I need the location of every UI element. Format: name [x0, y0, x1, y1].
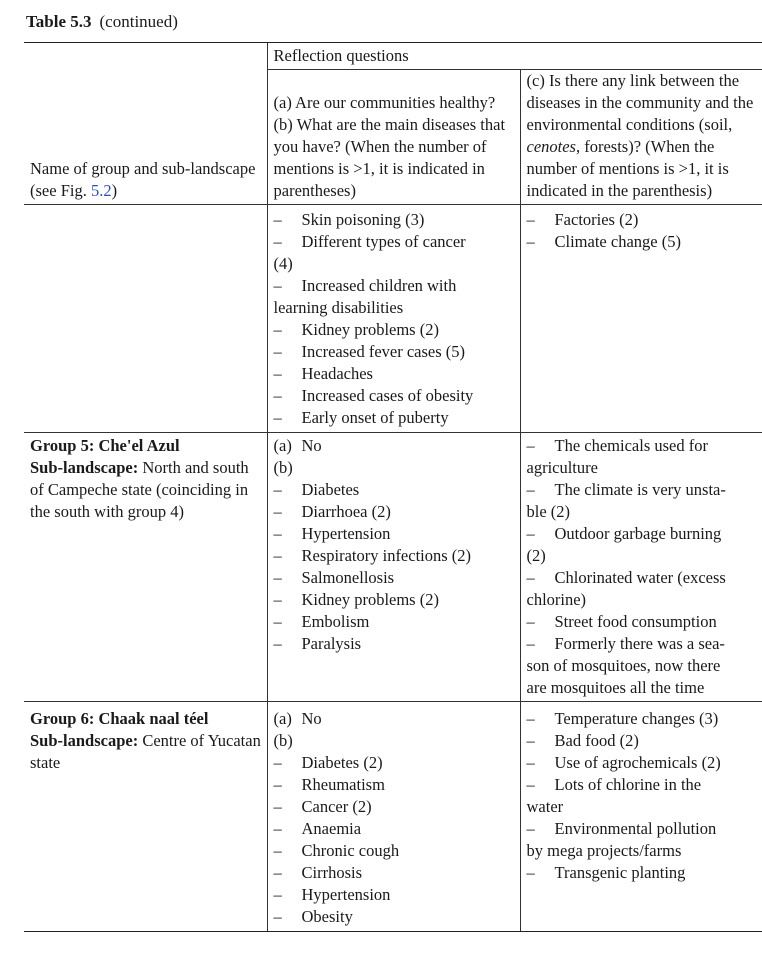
table-row-group5 [24, 433, 762, 702]
list-item-text: Kidney problems (2) [301, 590, 439, 609]
list-item [274, 209, 516, 231]
header-name-cell [24, 43, 267, 205]
list-item-text: son of mosquitoes, now there [526, 656, 721, 675]
group-cell [24, 702, 267, 932]
header-question-c [520, 70, 762, 205]
list-item-marker: – [273, 612, 282, 631]
group-label: Group 5 [30, 436, 89, 455]
list-item-text: Lots of chlorine in the [554, 775, 702, 794]
list-item-text: Early onset of puberty [301, 408, 449, 427]
list-item-marker: (a) [273, 709, 292, 728]
list-item-text: Cancer (2) [301, 797, 372, 816]
list-item-marker: – [273, 634, 282, 653]
group-label: Group 6: Chaak naal téel [30, 709, 209, 728]
list-item-marker: – [273, 232, 282, 251]
header-name-text: Name of group and sub-landscape (see Fig. [30, 159, 256, 200]
list-item [274, 884, 516, 906]
list-item-text: agriculture [526, 458, 598, 477]
header-question-c-pre: (c) Is there any link between the diseases in the community and the environmental conditions (soil, [526, 71, 754, 134]
list-item-text: Respiratory infections (2) [301, 546, 472, 565]
list-item-text: Headaches [301, 364, 373, 383]
list-item [274, 796, 516, 818]
list-item-text [302, 457, 516, 479]
list-item [527, 435, 759, 457]
list-item-text: Kidney problems (2) [301, 320, 439, 339]
list-item [527, 545, 759, 567]
figure-reference-link[interactable]: 5.2 [90, 181, 112, 200]
list-item-text: chlorine) [526, 590, 587, 609]
list-item-text: The climate is very unsta- [554, 480, 726, 499]
list-item-text: Chronic cough [301, 841, 400, 860]
list-item [274, 545, 516, 567]
list-item-text: Street food consumption [554, 612, 717, 631]
list-item-text: Environmental pollution [554, 819, 717, 838]
list-item [274, 589, 516, 611]
list-item-marker: (a) [273, 436, 292, 455]
list-item-marker: – [526, 634, 535, 653]
list-item-marker: – [526, 775, 535, 794]
list-item-marker: – [526, 210, 535, 229]
environment-links-cell [520, 702, 762, 932]
list-item [527, 523, 759, 545]
table-caption [26, 11, 178, 33]
list-item-text: ble (2) [526, 502, 571, 521]
list-item [274, 708, 516, 730]
diseases-cell [267, 205, 520, 433]
diseases-cell [267, 433, 520, 702]
list-item-text: No [301, 709, 322, 728]
list-item [274, 752, 516, 774]
header-question-c-post: , forests)? (When the number of mentions is >1, it is indicated in the parenthesis) [526, 137, 729, 200]
list-item-text: Paralysis [301, 634, 362, 653]
list-item [274, 730, 516, 752]
list-item [527, 655, 759, 677]
diseases-cell [267, 702, 520, 932]
list-item-text: water [526, 797, 564, 816]
list-item [274, 818, 516, 840]
list-item [527, 589, 759, 611]
list-item-marker: – [273, 364, 282, 383]
list-item-text: Rheumatism [301, 775, 385, 794]
list-item [274, 567, 516, 589]
header-name-close: ) [111, 181, 118, 200]
list-item-marker: – [273, 863, 282, 882]
list-item [274, 611, 516, 633]
list-item-marker: – [526, 436, 535, 455]
list-item [274, 407, 516, 429]
list-item [527, 567, 759, 589]
list-item-text: Increased children with [301, 276, 457, 295]
list-item-marker: – [526, 731, 535, 750]
list-item [274, 774, 516, 796]
header-reflection-questions: Reflection questions [267, 43, 762, 70]
list-item-text: Diarrhoea (2) [301, 502, 391, 521]
list-item [274, 363, 516, 385]
list-item-text: Obesity [301, 907, 353, 926]
list-item [527, 730, 759, 752]
list-item [527, 862, 759, 884]
sub-landscape-label: Sub-landscape: [30, 458, 139, 477]
list-item-marker: – [526, 480, 535, 499]
sub-landscape-text: Centre of Yucatan state [30, 731, 261, 772]
group-cell-empty [24, 205, 267, 433]
list-item-text: Increased cases of obesity [301, 386, 474, 405]
list-item [274, 633, 516, 655]
list-item [274, 840, 516, 862]
list-item-marker: – [526, 709, 535, 728]
list-item-text: Temperature changes (3) [554, 709, 719, 728]
table-row-group6 [24, 702, 762, 932]
list-item [274, 319, 516, 341]
list-item-marker: – [526, 819, 535, 838]
list-item-text: Salmonellosis [301, 568, 395, 587]
list-item-text: Embolism [301, 612, 370, 631]
list-item [274, 457, 516, 479]
list-item-text: by mega projects/farms [526, 841, 682, 860]
table-caption-label: Table 5.3 [26, 12, 92, 31]
list-item [527, 818, 759, 840]
list-item-text: No [301, 436, 322, 455]
list-item [527, 231, 759, 253]
list-item-marker: (b) [273, 458, 293, 477]
list-item [527, 752, 759, 774]
list-item-text: (4) [273, 254, 293, 273]
sub-landscape-label: Sub-landscape: [30, 731, 139, 750]
list-item-marker: – [526, 612, 535, 631]
list-item-text: Skin poisoning (3) [301, 210, 425, 229]
list-item-marker: – [273, 276, 282, 295]
list-item [274, 231, 516, 253]
group-cell [24, 433, 267, 702]
list-item-marker: (b) [273, 731, 293, 750]
list-item [527, 774, 759, 796]
list-item-text: Diabetes (2) [301, 753, 383, 772]
list-item-marker: – [273, 524, 282, 543]
list-item-marker: – [273, 386, 282, 405]
list-item [274, 275, 516, 297]
list-item-marker: – [273, 797, 282, 816]
list-item [274, 523, 516, 545]
list-item-text: The chemicals used for [554, 436, 708, 455]
list-item-marker: – [273, 502, 282, 521]
list-item-marker: – [273, 841, 282, 860]
data-table [24, 42, 762, 932]
list-item-text: Transgenic planting [554, 863, 686, 882]
list-item-text: Use of agrochemicals (2) [554, 753, 721, 772]
list-item-text [302, 730, 516, 752]
list-item-text: Different types of cancer [301, 232, 466, 251]
list-item-text: Increased fever cases (5) [301, 342, 466, 361]
list-item-marker: – [273, 320, 282, 339]
list-item-text: Formerly there was a sea- [554, 634, 725, 653]
list-item-marker: – [273, 907, 282, 926]
list-item [527, 796, 759, 818]
list-item-text: Bad food (2) [554, 731, 639, 750]
list-item [274, 862, 516, 884]
list-item-marker: – [273, 342, 282, 361]
header-question-ab: (a) Are our communities healthy? (b) What are the main diseases that you have? (When the number of mentions is >1, it is indicated in parentheses) [267, 70, 520, 205]
header-question-c-em: cenotes [526, 137, 576, 156]
group-name: : Che'el Azul [88, 436, 180, 455]
list-item-marker: – [273, 753, 282, 772]
list-item-text: Hypertension [301, 885, 391, 904]
environment-links-cell [520, 205, 762, 433]
list-item-marker: – [526, 863, 535, 882]
list-item [527, 611, 759, 633]
list-item-marker: – [273, 480, 282, 499]
list-item [274, 906, 516, 928]
list-item-marker: – [273, 775, 282, 794]
list-item-marker: – [273, 590, 282, 609]
list-item-marker: – [273, 210, 282, 229]
list-item-text: (2) [526, 546, 546, 565]
list-item [527, 457, 759, 479]
list-item-marker: – [273, 885, 282, 904]
list-item-text: Factories (2) [554, 210, 639, 229]
list-item-text: Hypertension [301, 524, 391, 543]
list-item [527, 209, 759, 231]
list-item-marker: – [273, 546, 282, 565]
list-item [274, 341, 516, 363]
list-item-marker: – [273, 568, 282, 587]
list-item [527, 708, 759, 730]
list-item [527, 479, 759, 501]
list-item [274, 297, 516, 319]
sub-landscape-text: North and south of Campeche state (coinciding in the south with group 4) [30, 458, 249, 521]
list-item [527, 677, 759, 699]
list-item [274, 501, 516, 523]
list-item [274, 385, 516, 407]
table-row-group4-cont [24, 205, 762, 433]
list-item [274, 479, 516, 501]
list-item-text: Anaemia [301, 819, 362, 838]
list-item-marker: – [526, 568, 535, 587]
list-item-text: Cirrhosis [301, 863, 363, 882]
list-item-text: are mosquitoes all the time [526, 678, 705, 697]
list-item-marker: – [526, 232, 535, 251]
list-item [527, 633, 759, 655]
environment-links-cell [520, 433, 762, 702]
list-item-text: Diabetes [301, 480, 360, 499]
list-item [527, 501, 759, 523]
list-item-text: Chlorinated water (excess [554, 568, 726, 587]
list-item [527, 840, 759, 862]
list-item [274, 253, 516, 275]
list-item [274, 435, 516, 457]
list-item-marker: – [273, 819, 282, 838]
list-item-marker: – [526, 753, 535, 772]
list-item-marker: – [273, 408, 282, 427]
list-item-text: Outdoor garbage burning [554, 524, 722, 543]
list-item-text: Climate change (5) [554, 232, 681, 251]
list-item-text: learning disabilities [273, 298, 404, 317]
table-header-row-1 [24, 43, 762, 70]
table-caption-suffix: (continued) [99, 12, 178, 31]
list-item-marker: – [526, 524, 535, 543]
